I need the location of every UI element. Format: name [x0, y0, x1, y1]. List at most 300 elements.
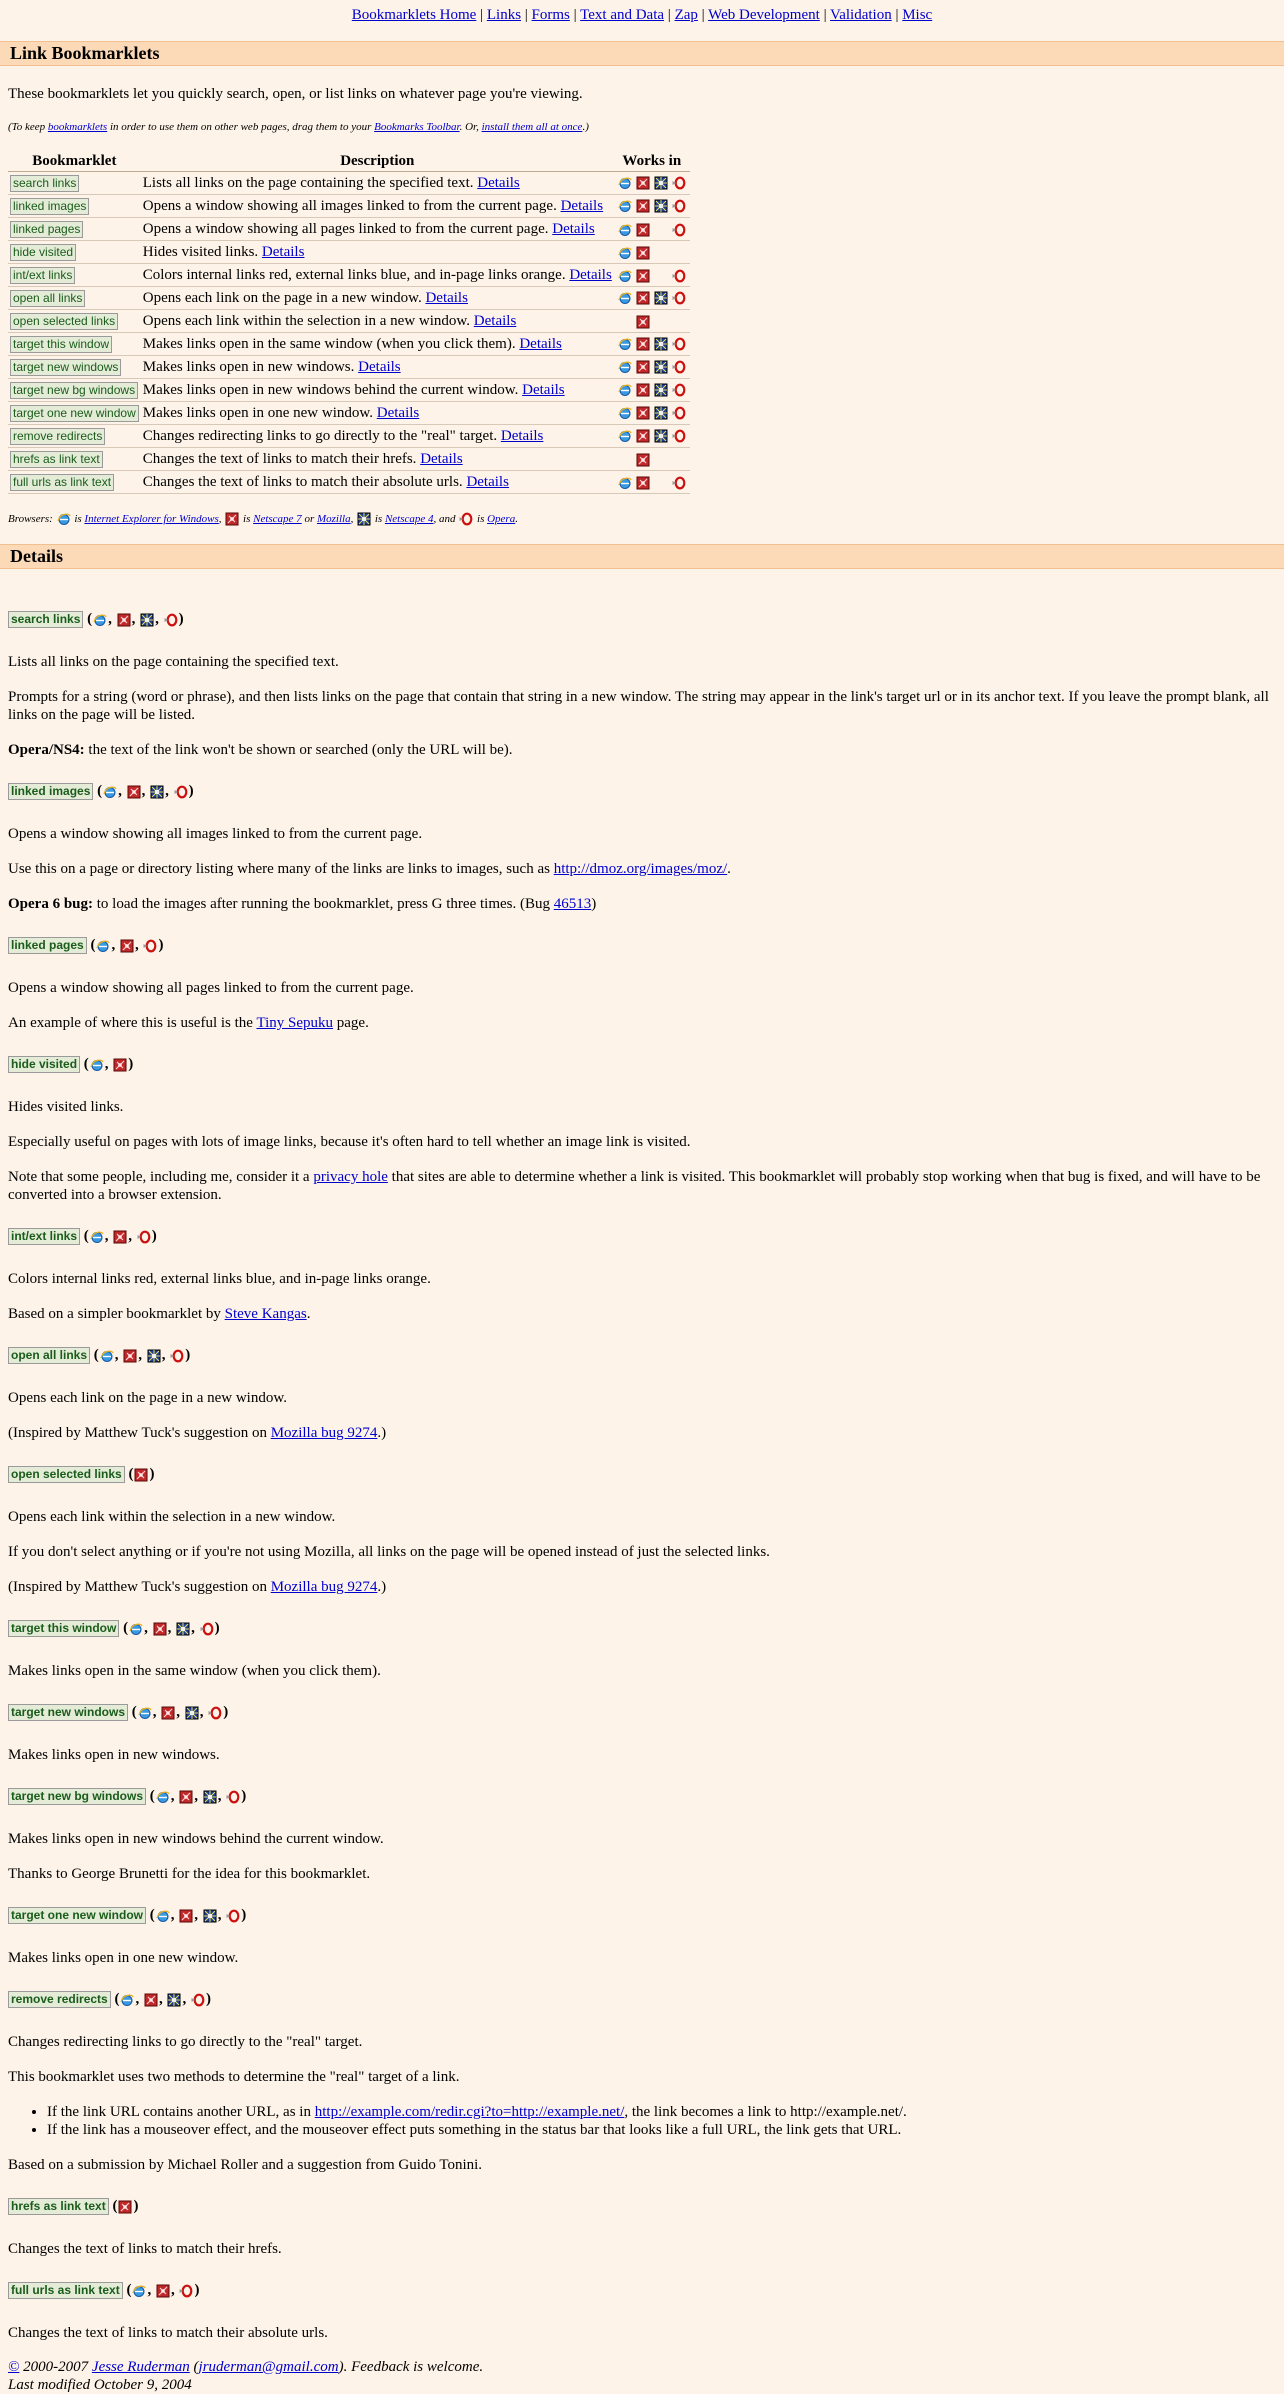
details-link[interactable]: Details: [466, 473, 509, 490]
netscape7-icon: [179, 1909, 193, 1923]
works-in-slot: [652, 382, 670, 396]
privacy-hole-link[interactable]: privacy hole: [313, 1169, 388, 1185]
table-row: [8, 471, 690, 494]
ie-icon: [618, 269, 632, 283]
bold-label: Opera 6 bug:: [8, 896, 94, 912]
details-heading-search-links: search links ( , , , ): [8, 611, 1276, 628]
works-in-slot: [652, 405, 670, 419]
browsers-note-text: is: [71, 513, 85, 525]
works-in-slot: [616, 336, 634, 350]
netscape4-icon: [654, 291, 668, 305]
ie-icon: [618, 337, 632, 351]
works-in-slot: [670, 290, 688, 304]
paragraph: [8, 1389, 1276, 1407]
opera-link[interactable]: Opera: [487, 513, 516, 525]
netscape7-icon: [636, 360, 650, 374]
ie-icon: [156, 1790, 170, 1804]
paragraph-text: Opens each link on the page in a new window.: [8, 1390, 287, 1406]
opera-icon: [672, 476, 686, 490]
steve-kangas-link[interactable]: Steve Kangas: [224, 1306, 307, 1322]
opera-icon: [200, 1622, 214, 1636]
netscape7-icon: [118, 2200, 132, 2214]
works-in-slot: [670, 428, 688, 442]
table-row: [8, 241, 690, 264]
bookmarklet-cell: [8, 379, 141, 402]
paragraph: [8, 979, 1276, 997]
works-in-slot: [616, 428, 634, 442]
works-in-slot: [616, 405, 634, 419]
works-in-slot: [616, 475, 634, 489]
browsers-note-text: is: [474, 513, 488, 525]
mozilla-bug-9274-link[interactable]: Mozilla bug 9274: [270, 1425, 378, 1441]
description-cell: [141, 471, 614, 494]
ie-icon: [90, 1058, 104, 1072]
browsers-note-text: ,: [218, 513, 225, 525]
netscape7-icon: [161, 1706, 175, 1720]
paragraph-text: Makes links open in one new window.: [8, 1950, 239, 1966]
works-in-cell: [614, 448, 690, 471]
description-text: Opens a window showing all images linked to from the current page.: [142, 197, 557, 214]
description-text: Makes links open in one new window.: [142, 404, 373, 421]
paragraph: [8, 825, 1276, 843]
bookmarklet-remove-redirects[interactable]: remove redirects: [10, 428, 105, 445]
bookmarklet-target-one-new-window-details[interactable]: target one new window: [8, 1907, 146, 1924]
ie-icon: [100, 1349, 114, 1363]
works-in-slot: [652, 428, 670, 442]
details-link[interactable]: Details: [425, 289, 468, 306]
paragraph-text: ): [591, 896, 597, 912]
paragraph-text: Colors internal links red, external links blue, and in-page links orange.: [8, 1271, 431, 1287]
nav-separator: |: [521, 7, 532, 23]
paragraph-text: .): [377, 1425, 387, 1441]
footer-text: (: [189, 2359, 199, 2375]
works-in-slot: [670, 312, 688, 326]
paragraph-text: Based on a simpler bookmarklet by: [8, 1306, 225, 1322]
works-in-slot: [634, 175, 652, 189]
works-in-cell: [614, 425, 690, 448]
description-text: Changes the text of links to match their hrefs.: [142, 450, 417, 467]
paragraph: [8, 1662, 1276, 1680]
bookmarklet-cell: [8, 218, 141, 241]
ie-icon: [57, 512, 71, 526]
works-in-slot: [616, 382, 634, 396]
description-cell: [141, 448, 614, 471]
keep-note: [8, 118, 1276, 136]
ie-icon: [156, 1909, 170, 1923]
details-link[interactable]: Details: [560, 197, 604, 214]
works-in-slot: [652, 266, 670, 280]
works-in-slot: [670, 336, 688, 350]
opera-icon: [672, 360, 686, 374]
bookmarklet-cell: [8, 402, 141, 425]
bookmarklet-hrefs-as-link-text-details[interactable]: hrefs as link text: [8, 2198, 109, 2215]
ie-icon: [138, 1706, 152, 1720]
opera-icon: [672, 176, 686, 190]
bookmarklet-int-ext-links[interactable]: int/ext links: [10, 267, 75, 284]
details-link[interactable]: Details: [500, 427, 544, 444]
description-text: Lists all links on the page containing the specified text.: [142, 174, 474, 191]
paragraph-text: .: [306, 1306, 311, 1322]
description-text: Makes links open in new windows behind the current window.: [142, 381, 519, 398]
netscape7-icon: [636, 337, 650, 351]
opera-icon: [164, 613, 178, 627]
netscape4-icon: [654, 383, 668, 397]
opera-icon: [226, 1909, 240, 1923]
paragraph-text: Makes links open in new windows behind the current window.: [8, 1831, 384, 1847]
bookmarklet-target-new-windows-details[interactable]: target new windows: [8, 1704, 128, 1721]
paragraph: [8, 2324, 1276, 2342]
description-cell: [141, 356, 614, 379]
nav-separator: |: [891, 7, 903, 23]
intro-text: These bookmarklets let you quickly search, open, or list links on whatever page you're viewing.: [8, 86, 583, 102]
paragraph-text: Note that some people, including me, consider it a: [8, 1169, 314, 1185]
details-link[interactable]: Details: [477, 174, 520, 191]
table-row: [8, 264, 690, 287]
bookmarks-toolbar-link[interactable]: Bookmarks Toolbar: [374, 121, 460, 133]
netscape4-icon: [654, 360, 668, 374]
works-in-slot: [634, 359, 652, 373]
opera-icon: [170, 1349, 184, 1363]
ie-icon: [618, 476, 632, 490]
netscape7-icon: [153, 1622, 167, 1636]
works-in-slot: [634, 382, 652, 396]
netscape7-icon: [134, 1468, 148, 1482]
description-cell: [141, 264, 614, 287]
details-link[interactable]: Details: [569, 266, 612, 283]
bookmarklet-search-links[interactable]: search links: [10, 175, 79, 192]
list-item-text: , the link becomes a link to http://example.net/.: [624, 2104, 907, 2120]
paragraph: [8, 1746, 1276, 1764]
details-link[interactable]: Details: [261, 243, 305, 260]
bookmarklet-cell: [8, 310, 141, 333]
page-title: Link Bookmarklets: [0, 41, 1284, 66]
description-text: Makes links open in new windows.: [142, 358, 355, 375]
details-link[interactable]: Details: [522, 381, 565, 398]
ie-icon: [90, 1230, 104, 1244]
paragraph-text: the text of the link won't be shown or searched (only the URL will be).: [84, 742, 513, 758]
table-row: [8, 402, 690, 425]
table-row: [8, 356, 690, 379]
description-text: Opens each link within the selection in a new window.: [142, 312, 471, 329]
opera-icon: [143, 939, 157, 953]
bookmarklet-linked-pages-details[interactable]: linked pages: [8, 937, 87, 954]
works-in-slot: [652, 175, 670, 189]
netscape7-icon: [120, 939, 134, 953]
bookmarklet-search-links-details[interactable]: search links: [8, 611, 83, 628]
paragraph: [8, 2068, 1276, 2086]
works-in-slot: [616, 290, 634, 304]
opera-icon: [191, 1993, 205, 2007]
works-in-slot: [616, 198, 634, 212]
bookmarklet-linked-pages[interactable]: linked pages: [10, 221, 83, 238]
netscape7-icon: [113, 1058, 127, 1072]
paragraph: [8, 860, 1276, 878]
works-in-slot: [670, 450, 688, 464]
works-in-cell: [614, 172, 690, 195]
nav-link-text-and-data[interactable]: Text and Data: [580, 7, 665, 23]
netscape7-icon: [144, 1993, 158, 2007]
table-row: [8, 448, 690, 471]
bookmarklet-target-this-window-details[interactable]: target this window: [8, 1620, 119, 1637]
works-in-cell: [614, 471, 690, 494]
nav-link-misc[interactable]: Misc: [902, 7, 933, 23]
bookmarklet-cell: [8, 264, 141, 287]
works-in-slot: [670, 175, 688, 189]
bookmarklet-open-selected-links[interactable]: open selected links: [10, 313, 118, 330]
paragraph-text: (Inspired by Matthew Tuck's suggestion on: [8, 1425, 271, 1441]
column-header-bookmarklet: Bookmarklet: [8, 152, 141, 172]
works-in-cell: [614, 310, 690, 333]
browsers-note-text: .: [515, 513, 518, 525]
details-heading-hrefs-as-link-text: hrefs as link text ( ): [8, 2198, 1276, 2215]
ie-icon: [129, 1622, 143, 1636]
details-heading-linked-pages: linked pages ( , , ): [8, 937, 1276, 954]
works-in-slot: [634, 290, 652, 304]
bug-46513-link[interactable]: 46513: [553, 896, 592, 912]
bookmarklet-target-this-window[interactable]: target this window: [10, 336, 112, 353]
netscape4-icon: [654, 429, 668, 443]
description-text: Changes the text of links to match their absolute urls.: [142, 473, 463, 490]
paragraph-text: to load the images after running the bookmarklet, press G three times. (Bug: [93, 896, 554, 912]
works-in-slot: [616, 312, 634, 326]
description-cell: [141, 379, 614, 402]
netscape4-icon: [654, 337, 668, 351]
paragraph-text: If you don't select anything or if you're not using Mozilla, all links on the page will be opened instead of just the selected links.: [8, 1544, 770, 1560]
browsers-note-text: , and: [433, 513, 459, 525]
netscape4-icon: [140, 613, 154, 627]
bookmarklet-target-new-windows[interactable]: target new windows: [10, 359, 121, 376]
example-redirect-link[interactable]: http://example.com/redir.cgi?to=http://example.net/: [314, 2104, 625, 2120]
browsers-note-text: ,: [350, 513, 357, 525]
works-in-slot: [652, 220, 670, 234]
paragraph-text: Opens a window showing all pages linked to from the current page.: [8, 980, 414, 996]
paragraph-text: Makes links open in new windows.: [8, 1747, 220, 1763]
paragraph: [8, 1830, 1276, 1848]
list-item: [47, 2121, 1284, 2139]
bookmarklet-target-new-bg-windows-details[interactable]: target new bg windows: [8, 1788, 146, 1805]
works-in-cell: [614, 356, 690, 379]
details-link[interactable]: Details: [473, 312, 517, 329]
column-header-works-in: Works in: [614, 152, 690, 172]
works-in-cell: [614, 218, 690, 241]
paragraph-text: Based on a submission by Michael Roller and a suggestion from Guido Tonini.: [8, 2157, 483, 2173]
browsers-note-text: Browsers:: [8, 513, 56, 525]
netscape4-icon: [176, 1622, 190, 1636]
netscape7-icon: [636, 291, 650, 305]
netscape7-icon: [179, 1790, 193, 1804]
bookmarklet-target-one-new-window[interactable]: target one new window: [10, 405, 139, 422]
nav-link-forms[interactable]: Forms: [531, 7, 570, 23]
description-text: Makes links open in the same window (when you click them).: [142, 335, 516, 352]
netscape4-icon: [167, 1993, 181, 2007]
paragraph-text: Changes the text of links to match their absolute urls.: [8, 2325, 328, 2341]
opera-icon: [672, 337, 686, 351]
mozilla-bug-9274-link[interactable]: Mozilla bug 9274: [270, 1579, 378, 1595]
works-in-slot: [670, 243, 688, 257]
works-in-slot: [670, 475, 688, 489]
bookmarklet-int-ext-links-details[interactable]: int/ext links: [8, 1228, 80, 1245]
nav-link-zap[interactable]: Zap: [674, 7, 698, 23]
footer: [8, 2358, 1276, 2394]
nav-link-bookmarklets-home[interactable]: Bookmarklets Home: [351, 7, 477, 23]
bookmarklet-open-all-links-details[interactable]: open all links: [8, 1347, 90, 1364]
netscape7-icon: [636, 429, 650, 443]
works-in-slot: [652, 243, 670, 257]
paragraph: [8, 1098, 1276, 1116]
keep-note-text: (To keep: [8, 121, 48, 133]
paragraph-text: Makes links open in the same window (when you click them).: [8, 1663, 381, 1679]
details-link[interactable]: Details: [420, 450, 463, 467]
ie-icon: [93, 613, 107, 627]
bookmarklet-linked-images-details[interactable]: linked images: [8, 783, 93, 800]
bookmarklet-cell: [8, 333, 141, 356]
details-heading-target-new-bg-windows: target new bg windows ( , , , ): [8, 1788, 1276, 1805]
list-item-text: If the link URL contains another URL, as in: [47, 2104, 315, 2120]
table-row: [8, 333, 690, 356]
paragraph-text: Lists all links on the page containing the specified text.: [8, 654, 339, 670]
works-in-slot: [652, 450, 670, 464]
nav-link-links[interactable]: Links: [486, 7, 522, 23]
details-heading-target-one-new-window: target one new window ( , , , ): [8, 1907, 1276, 1924]
mozilla-link[interactable]: Mozilla: [316, 513, 351, 525]
ie-icon: [96, 939, 110, 953]
works-in-slot: [634, 428, 652, 442]
details-heading-int-ext-links: int/ext links ( , , ): [8, 1228, 1276, 1245]
nav-link-validation[interactable]: Validation: [830, 7, 892, 23]
bookmarklets-link[interactable]: bookmarklets: [47, 121, 108, 133]
works-in-slot: [670, 222, 688, 236]
column-header-description: Description: [141, 152, 614, 172]
ie-icon: [618, 199, 632, 213]
details-heading-full-urls-as-link-text: full urls as link text ( , , ): [8, 2282, 1276, 2299]
paragraph-text: This bookmarklet uses two methods to determine the "real" target of a link.: [8, 2069, 460, 2085]
details-link[interactable]: Details: [376, 404, 420, 421]
paragraph-text: .: [727, 861, 731, 877]
bookmarklet-full-urls-as-link-text-details[interactable]: full urls as link text: [8, 2282, 123, 2299]
paragraph-text: Changes redirecting links to go directly to the "real" target.: [8, 2034, 363, 2050]
works-in-slot: [634, 452, 652, 466]
netscape7-icon: [636, 223, 650, 237]
details-heading-linked-images: linked images ( , , , ): [8, 783, 1276, 800]
netscape7-icon: [636, 199, 650, 213]
ie-icon: [618, 291, 632, 305]
ie-icon: [618, 223, 632, 237]
bookmarklet-linked-images[interactable]: linked images: [10, 198, 89, 215]
paragraph: [8, 653, 1276, 671]
copyright-link[interactable]: ©: [8, 2359, 20, 2375]
tiny-sepuku-link[interactable]: Tiny Sepuku: [256, 1015, 333, 1031]
bookmarklet-open-all-links[interactable]: open all links: [10, 290, 85, 307]
paragraph-text: Hides visited links.: [8, 1099, 124, 1115]
bookmarklet-hide-visited[interactable]: hide visited: [10, 244, 76, 261]
ie-icon: [132, 2284, 146, 2298]
dmoz-link[interactable]: http://dmoz.org/images/moz/: [553, 861, 728, 877]
bookmarklet-hrefs-as-link-text[interactable]: hrefs as link text: [10, 451, 103, 468]
paragraph-text: Opens a window showing all images linked to from the current page.: [8, 826, 423, 842]
works-in-slot: [616, 359, 634, 373]
netscape7-icon: [113, 1230, 127, 1244]
details-section: [0, 611, 1284, 2342]
netscape7-icon: [117, 613, 131, 627]
last-modified: Last modified October 9, 2004: [8, 2377, 192, 2393]
opera-icon: [459, 512, 473, 526]
bookmarklet-target-new-bg-windows[interactable]: target new bg windows: [10, 382, 138, 399]
bookmarklet-cell: [8, 471, 141, 494]
works-in-slot: [652, 336, 670, 350]
keep-note-text: in order to use them on other web pages, drag them to your: [107, 121, 375, 133]
netscape4-icon: [150, 785, 164, 799]
table-row: [8, 218, 690, 241]
nav-link-web-development[interactable]: Web Development: [708, 7, 820, 23]
paragraph-text: Prompts for a string (word or phrase), and then lists links on the page that contain that string in a new window. The string may appear in the link's target url or in its anchor text. If you leave the prompt blank, all links on the page will be listed.: [8, 689, 1269, 723]
bookmarklet-open-selected-links-details[interactable]: open selected links: [8, 1466, 125, 1483]
works-in-slot: [652, 290, 670, 304]
paragraph: [8, 1508, 1276, 1526]
description-text: Opens a window showing all pages linked to from the current page.: [142, 220, 549, 237]
paragraph: [8, 2240, 1276, 2258]
works-in-slot: [616, 222, 634, 236]
details-link[interactable]: Details: [519, 335, 562, 352]
keep-note-text: .): [582, 121, 589, 133]
description-text: Colors internal links red, external links blue, and in-page links orange.: [142, 266, 566, 283]
ie-icon: [618, 429, 632, 443]
works-in-slot: [634, 314, 652, 328]
paragraph-text: Thanks to George Brunetti for the idea for this bookmarklet.: [8, 1866, 371, 1882]
works-in-cell: [614, 333, 690, 356]
bookmarklet-remove-redirects-details[interactable]: remove redirects: [8, 1991, 111, 2008]
netscape7-icon: [636, 406, 650, 420]
browsers-note-text: is: [372, 513, 385, 525]
paragraph-text: Opens each link within the selection in a new window.: [8, 1509, 336, 1525]
details-heading-remove-redirects: remove redirects ( , , , ): [8, 1991, 1276, 2008]
opera-icon: [226, 1790, 240, 1804]
opera-icon: [672, 429, 686, 443]
description-text: Opens each link on the page in a new window.: [142, 289, 422, 306]
works-in-slot: [616, 268, 634, 282]
details-link[interactable]: Details: [358, 358, 401, 375]
works-in-slot: [634, 198, 652, 212]
email-link[interactable]: jruderman@gmail.com: [198, 2359, 339, 2375]
author-link[interactable]: Jesse Ruderman: [91, 2359, 190, 2375]
works-in-slot: [634, 336, 652, 350]
description-cell: [141, 333, 614, 356]
bookmarklet-hide-visited-details[interactable]: hide visited: [8, 1056, 80, 1073]
paragraph: [8, 1270, 1276, 1288]
paragraph: [8, 1865, 1276, 1883]
nav-separator: |: [819, 7, 831, 23]
install-all-link[interactable]: install them all at once: [481, 121, 583, 133]
details-heading-hide-visited: hide visited ( , ): [8, 1056, 1276, 1073]
details-link[interactable]: Details: [552, 220, 595, 237]
netscape4-link[interactable]: Netscape 4: [384, 513, 434, 525]
nav-separator: |: [569, 7, 581, 23]
paragraph-text: Especially useful on pages with lots of image links, because it's often hard to tell whether an image link is visited.: [8, 1134, 691, 1150]
table-body: [8, 172, 690, 494]
netscape7-link[interactable]: Netscape 7: [253, 513, 302, 525]
paragraph: [8, 895, 1276, 913]
netscape7-icon: [127, 785, 141, 799]
ie-link[interactable]: Internet Explorer for Windows: [84, 513, 219, 525]
nav-separator: |: [697, 7, 709, 23]
opera-icon: [179, 2284, 193, 2298]
works-in-cell: [614, 195, 690, 218]
top-navigation: [0, 0, 1284, 24]
description-text: Hides visited links.: [142, 243, 259, 260]
list-item: [47, 2103, 1284, 2121]
bookmarklet-full-urls-as-link-text[interactable]: full urls as link text: [10, 474, 114, 491]
paragraph: [8, 2033, 1276, 2051]
works-in-cell: [614, 379, 690, 402]
